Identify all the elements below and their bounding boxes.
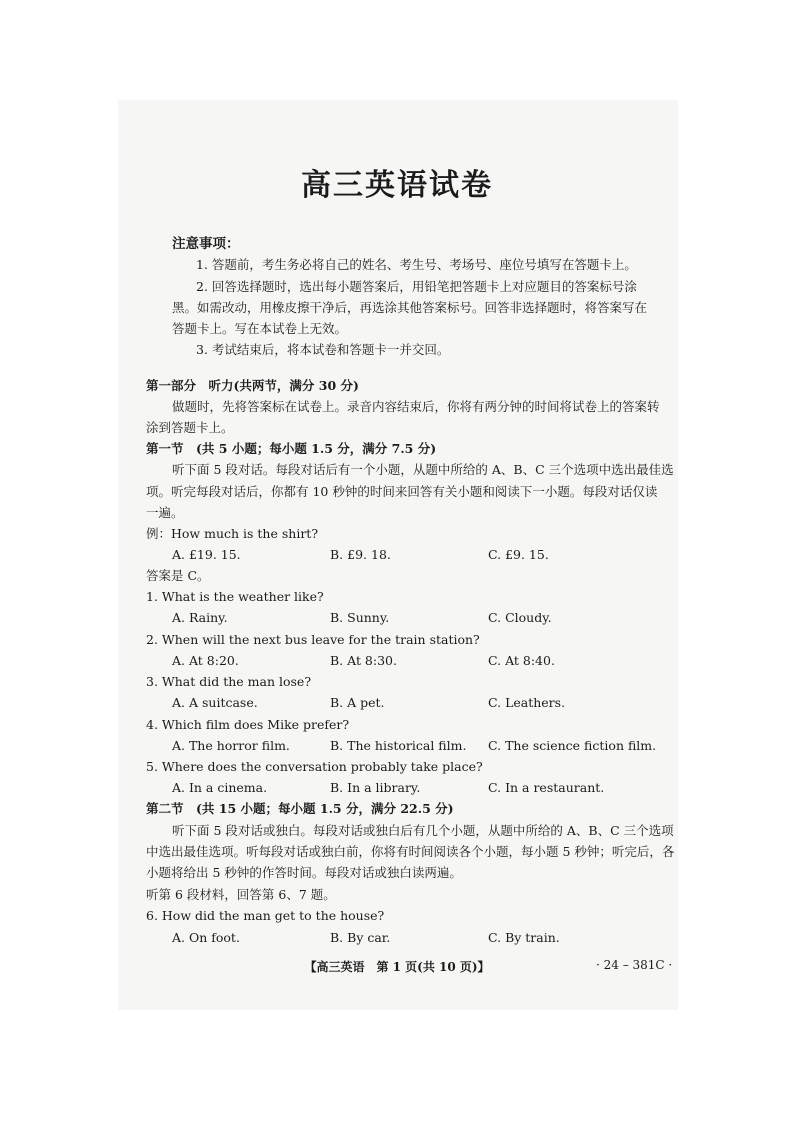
part1-intro: 涂到答题卡上。 <box>146 420 234 435</box>
option-c: C. £9. 15. <box>488 547 549 562</box>
section1-intro: 一遍。 <box>146 505 184 520</box>
option-c: C. Leathers. <box>488 695 566 710</box>
option-a: A. £19. 15. <box>172 547 241 562</box>
option-c: C. The science fiction film. <box>488 738 657 753</box>
question-4: 4. Which film does Mike prefer? <box>146 717 350 732</box>
option-a: A. In a cinema. <box>172 780 268 795</box>
option-a: A. A suitcase. <box>172 695 258 710</box>
option-a: A. The horror film. <box>172 738 290 753</box>
question-2: 2. When will the next bus leave for the train station? <box>146 632 480 647</box>
part1-intro: 做题时，先将答案标在试卷上。录音内容结束后，你将有两分钟的时间将试卷上的答案转 <box>172 399 660 414</box>
section1-intro: 项。听完每段对话后，你都有 10 秒钟的时间来回答有关小题和阅读下一小题。每段对话仅读 <box>146 484 658 499</box>
option-b: B. The historical film. <box>330 738 467 753</box>
example-question: 例：How much is the shirt? <box>146 526 319 541</box>
section2-intro: 听下面 5 段对话或独白。每段对话或独白后有几个小题，从题中所给的 A、B、C 三个选项 <box>172 823 674 838</box>
option-c: C. In a restaurant. <box>488 780 605 795</box>
example-answer: 答案是 C。 <box>146 568 210 583</box>
part1-heading: 第一部分 听力(共两节，满分 30 分) <box>146 378 359 393</box>
option-b: B. Sunny. <box>330 610 390 625</box>
option-c: C. Cloudy. <box>488 610 552 625</box>
option-b: B. In a library. <box>330 780 421 795</box>
material-note: 听第 6 段材料，回答第 6、7 题。 <box>146 887 336 902</box>
option-b: B. £9. 18. <box>330 547 391 562</box>
question-1: 1. What is the weather like? <box>146 589 324 604</box>
paper-code: · 24 – 381C · <box>596 958 673 972</box>
option-b: B. At 8:30. <box>330 653 397 668</box>
question-6: 6. How did the man get to the house? <box>146 908 385 923</box>
page-label: 【高三英语 第 1 页(共 10 页)】 <box>304 960 490 974</box>
exam-title: 高三英语试卷 <box>301 168 493 203</box>
option-b: B. A pet. <box>330 695 385 710</box>
section1-intro: 听下面 5 段对话。每段对话后有一个小题，从题中所给的 A、B、C 三个选项中选出最佳选 <box>172 462 674 477</box>
section2-heading: 第二节 (共 15 小题；每小题 1.5 分，满分 22.5 分) <box>146 801 454 816</box>
question-3: 3. What did the man lose? <box>146 674 312 689</box>
section2-intro: 小题将给出 5 秒钟的作答时间。每段对话或独白读两遍。 <box>146 865 462 880</box>
notes-line: 3. 考试结束后，将本试卷和答题卡一并交回。 <box>196 342 450 357</box>
option-a: A. Rainy. <box>172 610 228 625</box>
question-5: 5. Where does the conversation probably take place? <box>146 759 483 774</box>
option-c: C. At 8:40. <box>488 653 555 668</box>
section1-heading: 第一节 (共 5 小题；每小题 1.5 分，满分 7.5 分) <box>146 441 437 456</box>
notes-line: 1. 答题前，考生务必将自己的姓名、考生号、考场号、座位号填写在答题卡上。 <box>196 257 637 272</box>
option-c: C. By train. <box>488 930 560 945</box>
notes-line: 黑。如需改动，用橡皮擦干净后，再选涂其他答案标号。回答非选择题时，将答案写在 <box>172 300 648 315</box>
notes-line: 2. 回答选择题时，选出每小题答案后，用铅笔把答题卡上对应题目的答案标号涂 <box>196 279 637 294</box>
option-a: A. At 8:20. <box>172 653 239 668</box>
option-a: A. On foot. <box>172 930 240 945</box>
notes-line: 答题卡上。写在本试卷上无效。 <box>172 321 348 336</box>
option-b: B. By car. <box>330 930 391 945</box>
notes-heading: 注意事项： <box>172 236 240 252</box>
section2-intro: 中选出最佳选项。听每段对话或独白前，你将有时间阅读各个小题，每小题 5 秒钟；听完后，各 <box>146 844 675 859</box>
